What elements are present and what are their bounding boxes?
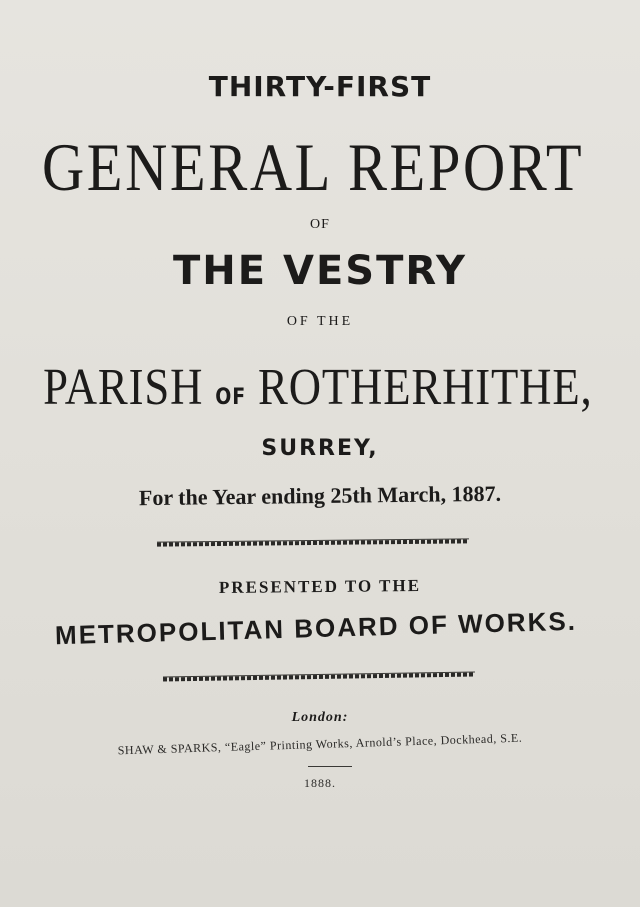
printer-imprint: SHAW & SPARKS, “Eagle” Printing Works, Arnold’s Place, Dockhead, S.E.: [117, 730, 523, 758]
publication-year: 1888.: [304, 776, 336, 790]
connector-of: OF: [310, 217, 330, 232]
decorative-divider: [157, 538, 469, 546]
report-period: For the Year ending 25th March, 1887.: [138, 480, 502, 511]
imprint-city: London:: [291, 710, 349, 725]
vestry-heading: THE VESTRY: [173, 248, 467, 294]
parish-heading: [43, 358, 593, 417]
parish-of-word: OF: [215, 385, 246, 410]
report-title: GENERAL REPORT: [42, 129, 585, 205]
decorative-divider: [163, 672, 475, 682]
parish-word: PARISH: [43, 359, 204, 416]
short-divider: [308, 766, 352, 767]
county-heading: SURREY,: [261, 436, 379, 461]
report-number-heading: THIRTY-FIRST: [208, 70, 432, 103]
connector-of-the: OF THE: [286, 314, 354, 329]
recipient-heading: METROPOLITAN BOARD OF WORKS.: [54, 605, 578, 651]
parish-name: ROTHERHITHE,: [258, 359, 593, 416]
presented-to-label: PRESENTED TO THE: [218, 575, 422, 598]
